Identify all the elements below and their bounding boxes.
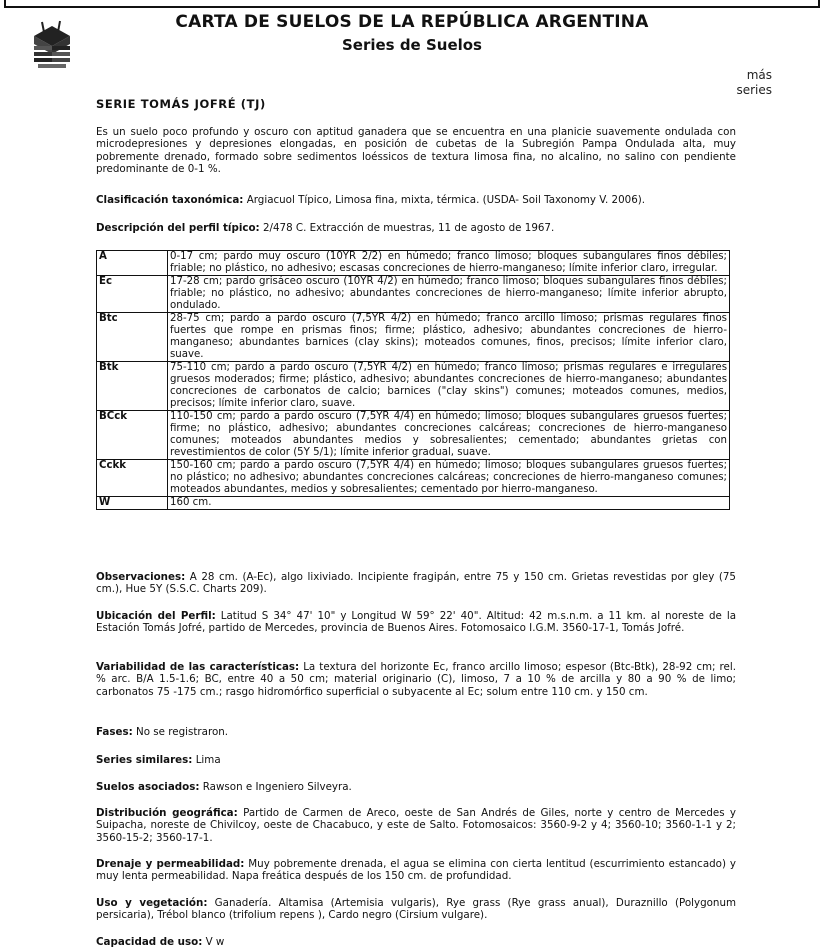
descripcion-label: Descripción del perfil típico: bbox=[96, 222, 260, 234]
page-title: CARTA DE SUELOS DE LA REPÚBLICA ARGENTINA bbox=[175, 12, 649, 32]
ubicacion-label: Ubicación del Perfil: bbox=[96, 610, 216, 622]
fases-paragraph bbox=[96, 726, 736, 738]
distribucion-text: Partido de Carmen de Areco, oeste de San Andrés de Giles, norte y centro de Mercedes y Suipacha, noreste de Chivilcoy, oeste de Chacabuco, y este de Salto. Fotomosaicos: 3560-9-2 y 4; 3560-10; 3560-1-1 y 2; 3560-15-2; 3560-17-1. bbox=[96, 807, 736, 844]
horizon-name: W bbox=[97, 497, 168, 510]
clasificacion-label: Clasificación taxonómica: bbox=[96, 194, 244, 206]
horizon-name: A bbox=[97, 251, 168, 276]
fases-text: No se registraron. bbox=[132, 726, 229, 738]
more-series-link[interactable] bbox=[736, 68, 772, 98]
ubicacion-text: Latitud S 34° 47' 10" y Longitud W 59° 22' 40". Altitud: 42 m.s.n.m. a 11 km. al noreste de la Estación Tomás Jofré, partido de Mercedes, provincia de Buenos Aires. Fotomosaico I.G.M. 3560-17-1, Tomás Jofré. bbox=[96, 610, 737, 635]
horizon-description: 17-28 cm; pardo grisáceo oscuro (10YR 4/2) en húmedo; franco limoso; bloques subangulares finos débiles; friable; no plástico, no adhesivo; abundantes concreciones de hierro-manganeso; límite inferior abrupto, ondulado. bbox=[168, 276, 730, 313]
horizon-description: 160 cm. bbox=[168, 497, 730, 510]
uso-paragraph bbox=[96, 897, 736, 922]
drenaje-paragraph bbox=[96, 858, 736, 883]
series-title: SERIE TOMÁS JOFRÉ (TJ) bbox=[96, 97, 266, 111]
series-intro: Es un suelo poco profundo y oscuro con aptitud ganadera que se encuentra en una planicie suavemente ondulada con microdepresiones y depresiones elongadas, en posición de cubetas de la Subregión Pampa Ondulada alta, muy pobremente drenado, formado sobre sedimentos loéssicos de textura limosa fina, no alcalino, no salino con pendiente predominante de 0-1 %. bbox=[96, 126, 736, 176]
more-series-link-line2[interactable]: series bbox=[736, 83, 772, 97]
table-row bbox=[97, 497, 730, 510]
drenaje-label: Drenaje y permeabilidad: bbox=[96, 858, 245, 870]
header-frame bbox=[4, 0, 820, 8]
similares-paragraph bbox=[96, 754, 736, 766]
table-row bbox=[97, 460, 730, 497]
horizon-name: BCck bbox=[97, 411, 168, 460]
table-row bbox=[97, 276, 730, 313]
uso-label: Uso y vegetación: bbox=[96, 897, 208, 909]
distribucion-paragraph bbox=[96, 807, 736, 844]
variabilidad-label: Variabilidad de las características: bbox=[96, 661, 300, 673]
observaciones-text: A 28 cm. (A-Ec), algo lixiviado. Incipiente fragipán, entre 75 y 150 cm. Grietas revestidas por gley (75 cm.), Hue 5Y (S.S.C. Charts 209). bbox=[96, 571, 736, 596]
horizon-description: 110-150 cm; pardo a pardo oscuro (7,5YR 4/4) en húmedo; limoso; bloques subangulares gruesos fuertes; firme; no plástico, adhesivo; abundantes concreciones calcáreas; concreciones de hierro-manganeso comunes; moteados abundantes medios y sobresalientes; cementado; abundantes grietas con revestimientos de color (5Y 5/1); límite inferior gradual, suave. bbox=[168, 411, 730, 460]
drenaje-text: Muy pobremente drenada, el agua se elimina con cierta lentitud (escurrimiento estancado) y muy lenta permeabilidad. Napa freática después de los 150 cm. de profundidad. bbox=[96, 858, 736, 883]
horizon-description: 150-160 cm; pardo a pardo oscuro (7,5YR 4/4) en húmedo; limoso; bloques subangulares gruesos fuertes; no plástico; no adhesivo; abundantes concreciones calcáreas; concreciones de hierro-manganeso comunes; moteados abundantes, medios y sobresalientes; cementado por hierro-manganeso. bbox=[168, 460, 730, 497]
capacidad-text: V w bbox=[202, 936, 225, 948]
variabilidad-text: La textura del horizonte Ec, franco arcillo limoso; espesor (Btc-Btk), 28-92 cm; rel. % arc. B/A 1.5-1.6; BC, entre 40 a 50 cm; material originario (C), limoso, 7 a 10 % de arcilla y 80 a 90 % de limo; carbonatos 75 -175 cm.; rasgo hidromórfico superficial o subyacente al Ec; solum entre 110 cm. y 150 cm. bbox=[96, 661, 736, 698]
descripcion-text: 2/478 C. Extracción de muestras, 11 de agosto de 1967. bbox=[259, 222, 555, 234]
horizon-name: Cckk bbox=[97, 460, 168, 497]
ubicacion-paragraph bbox=[96, 610, 736, 635]
observaciones-paragraph bbox=[96, 571, 736, 596]
uso-text: Ganadería. Altamisa (Artemisia vulgaris), Rye grass (Rye grass anual), Duraznillo (Polygonum persicaria), Trébol blanco (trifolium repens ), Cardo negro (Cirsium vulgare). bbox=[96, 897, 736, 922]
horizon-description: 75-110 cm; pardo a pardo oscuro (7,5YR 4/2) en húmedo; franco limoso; prismas regulares e irregulares gruesos moderados; firme; plástico, adhesivo; abundantes concreciones de hierro-manganeso; abundantes concreciones de carbonatos de calcio; barnices ("clay skins") comunes; moteados comunes, medios, precisos; límite inferior claro, suave. bbox=[168, 362, 730, 411]
horizon-description: 0-17 cm; pardo muy oscuro (10YR 2/2) en húmedo; franco limoso; bloques subangulares finos débiles; friable; no plástico, no adhesivo; escasas concreciones de hierro-manganeso; límite inferior claro, irregular. bbox=[168, 251, 730, 276]
table-row bbox=[97, 313, 730, 362]
table-row bbox=[97, 362, 730, 411]
capacidad-label: Capacidad de uso: bbox=[96, 936, 203, 948]
distribucion-label: Distribución geográfica: bbox=[96, 807, 238, 819]
horizon-name: Btk bbox=[97, 362, 168, 411]
clasificacion-paragraph bbox=[96, 194, 736, 206]
asociados-paragraph bbox=[96, 781, 736, 793]
capacidad-paragraph bbox=[96, 936, 736, 948]
asociados-label: Suelos asociados: bbox=[96, 781, 200, 793]
more-series-link-line1[interactable]: más bbox=[746, 68, 772, 82]
horizon-description: 28-75 cm; pardo a pardo oscuro (7,5YR 4/2) en húmedo; franco arcillo limoso; prismas regulares finos fuertes que rompe en prismas finos; firme; plástico, adhesivo; abundantes concreciones de hierro-manganeso; abundantes barnices (clay skins); moteados comunes, finos, precisos; límite inferior claro, suave. bbox=[168, 313, 730, 362]
horizon-name: Btc bbox=[97, 313, 168, 362]
clasificacion-text: Argiacuol Típico, Limosa fina, mixta, térmica. (USDA- Soil Taxonomy V. 2006). bbox=[243, 194, 646, 206]
variabilidad-paragraph bbox=[96, 661, 736, 698]
fases-label: Fases: bbox=[96, 726, 133, 738]
similares-text: Lima bbox=[192, 754, 221, 766]
descripcion-paragraph bbox=[96, 222, 736, 234]
horizon-name: Ec bbox=[97, 276, 168, 313]
page-subtitle: Series de Suelos bbox=[341, 36, 482, 54]
table-row bbox=[97, 251, 730, 276]
similares-label: Series similares: bbox=[96, 754, 193, 766]
profile-table bbox=[96, 250, 730, 510]
table-row bbox=[97, 411, 730, 460]
asociados-text: Rawson e Ingeniero Silveyra. bbox=[199, 781, 352, 793]
observaciones-label: Observaciones: bbox=[96, 571, 186, 583]
